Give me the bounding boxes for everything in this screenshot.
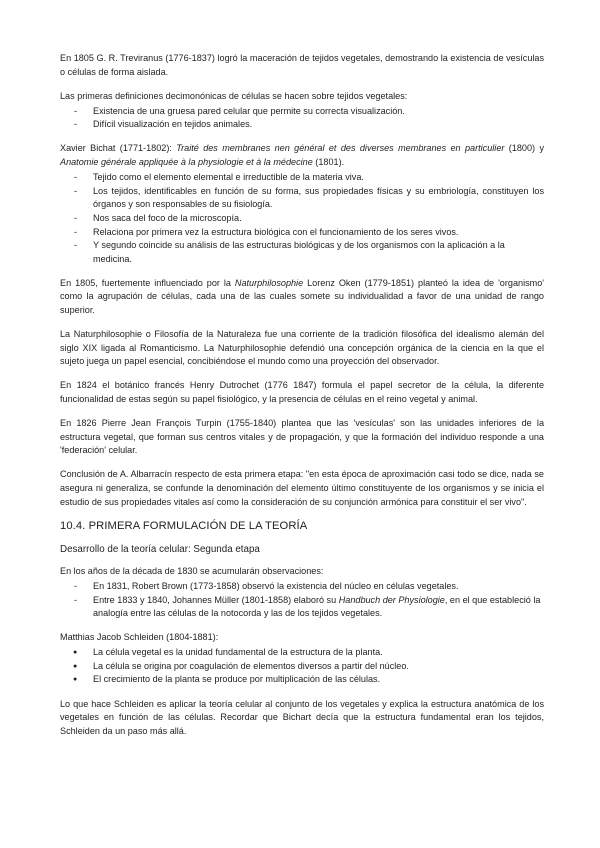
- paragraph-schleiden: Matthias Jacob Schleiden (1804-1881):: [60, 632, 219, 643]
- section-heading: 10.4. PRIMERA FORMULACIÓN DE LA TEORÍA: [60, 519, 308, 532]
- paragraph-naturphilosophie: La Naturphilosophie o Filosofía de la Naturaleza fue una corriente de la tradición filosófica del idealismo alemán del siglo XIX ligada al Romanticismo. La Naturphilosophie defendió una concepción orgánica de la ciencia en la que el sujeto juega un papel esencial, concibiéndose el mundo como una proyección del observador.: [60, 329, 544, 367]
- list-item: - Tejido como el elemento elemental e irreductible de la materia viva.: [60, 171, 544, 185]
- paragraph-dutrochet: En 1824 el botánico francés Henry Dutrochet (1776 1847) formula el papel secretor de la célula, la diferente funcionalidad de estas según su papel fisiológico, y la presencia de células en el reino vegetal y animal.: [60, 380, 544, 404]
- paragraph-treviranus: En 1805 G. R. Treviranus (1776-1837) logró la maceración de tejidos vegetales, demostrando la existencia de vesículas o células de forma aislada.: [60, 53, 544, 77]
- list-item: - Los tejidos, identificables en función de su forma, sus propiedades físicas y su embriología, constituyen los órganos y son responsables de su fisiología.: [60, 185, 544, 212]
- list-item: ● La célula vegetal es la unidad fundamental de la estructura de la planta.: [60, 646, 544, 660]
- paragraph-bichat: Xavier Bichat (1771-1802): Traité des membranes nen général et des diverses membranes en particulier (1800) y Anatomie générale appliquée à la physiologie et à la médecine (1801).: [60, 143, 544, 168]
- list-item: - Existencia de una gruesa pared celular que permite su correcta visualización.: [60, 105, 544, 119]
- paragraph-turpin: En 1826 Pierre Jean François Turpin (1755-1840) plantea que las 'vesículas' son las unidades inferiores de la estructura vegetal, que forman sus centros vitales y de propagación, y que la formación del individuo responde a una 'federación' celular.: [60, 418, 544, 456]
- list-item: - En 1831, Robert Brown (1773-1858) observó la existencia del núcleo en células vegetales.: [60, 580, 544, 594]
- list-item: ● El crecimiento de la planta se produce por multiplicación de las células.: [60, 673, 544, 687]
- paragraph-1830: En los años de la década de 1830 se acumularán observaciones:: [60, 565, 324, 576]
- list-item: - Difícil visualización en tejidos animales.: [60, 118, 544, 132]
- list-bichat: [60, 171, 544, 266]
- list-item: ● La célula se origina por coagulación de elementos diversos a partir del núcleo.: [60, 660, 544, 674]
- list-item: - Nos saca del foco de la microscopía.: [60, 212, 544, 226]
- paragraph-conclusion: Lo que hace Schleiden es aplicar la teoría celular al conjunto de los vegetales y explica la estructura anatómica de los vegetales en función de las células. Recordar que Bichart decía que la estructura fundamental eran los tejidos, Schleiden da un paso más allá.: [60, 698, 544, 736]
- paragraph-oken: En 1805, fuertemente influenciado por la Naturphilosophie Lorenz Oken (1779-1851) planteó la idea de 'organismo' como la agrupación de células, cada una de las cuales somete su individualidad a favor de una unidad de rango superior.: [60, 277, 544, 315]
- list-schleiden: [60, 646, 544, 687]
- paragraph-definiciones: Las primeras definiciones decimonónicas de células se hacen sobre tejidos vegetales:: [60, 90, 408, 101]
- list-item: - Relaciona por primera vez la estructura biológica con el funcionamiento de los seres vivos.: [60, 226, 544, 240]
- list-definiciones: [60, 105, 544, 132]
- section-subheading: Desarrollo de la teoría celular: Segunda etapa: [60, 544, 260, 556]
- list-item: - Y segundo coincide su análisis de las estructuras biológicas y de los organismos con la aplicación a la medicina.: [60, 239, 544, 266]
- paragraph-albarracin: Conclusión de A. Albarracín respecto de esta primera etapa: "en esta época de aproximación casi todo se dice, nada se asegura ni generaliza, se confunde la denominación del elemento último constituyente de los organismos y se inicia el estudio de sus propiedades vitales así como la consideración de su conjunción armónica para constituir el ser vivo".: [60, 469, 544, 507]
- list-observaciones: [60, 580, 544, 621]
- list-item: - Entre 1833 y 1840, Johannes Müller (1801-1858) elaboró su Handbuch der Physiologie, en el que estableció la analogía entre las células de la notocorda y las de los tejidos vegetales.: [60, 594, 544, 621]
